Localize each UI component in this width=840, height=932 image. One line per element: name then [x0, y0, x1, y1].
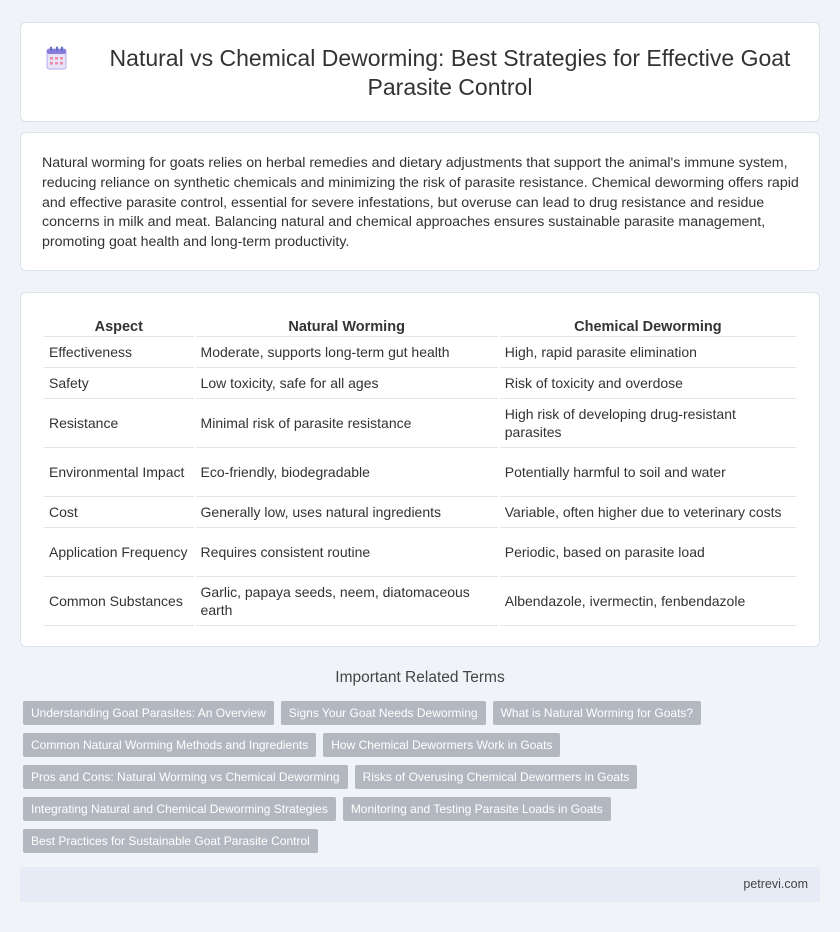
footer-bar — [20, 867, 820, 902]
footer-site-name[interactable]: petrevi.com — [743, 877, 808, 891]
related-terms-tags — [23, 701, 803, 861]
intro-paragraph: Natural worming for goats relies on herbal remedies and dietary adjustments that support the animal's immune system, reducing reliance on synthetic chemicals and minimizing the risk of parasite resistance. Chemical deworming offers rapid and effective parasite control, essential for severe infestations, but overuse can lead to drug resistance and residue concerns in milk and meat. Balancing natural and chemical approaches ensures sustainable parasite management, promoting goat health and long-term productivity. — [42, 155, 799, 251]
table-cell: High risk of developing drug-resistant parasites — [500, 399, 796, 448]
table-row — [44, 337, 796, 368]
document-icon — [44, 45, 70, 71]
table-row — [44, 497, 796, 528]
tag-understanding-goat-parasites[interactable]: Understanding Goat Parasites: An Overview — [23, 701, 274, 725]
table-cell: Low toxicity, safe for all ages — [196, 368, 498, 399]
table-cell: Generally low, uses natural ingredients — [196, 497, 498, 528]
table-cell: Resistance — [44, 399, 194, 448]
tag-monitoring-parasite-loads[interactable]: Monitoring and Testing Parasite Loads in Goats — [343, 797, 611, 821]
tag-how-chemical-dewormers-work[interactable]: How Chemical Dewormers Work in Goats — [323, 733, 560, 757]
table-cell: Moderate, supports long-term gut health — [196, 337, 498, 368]
table-cell: Eco-friendly, biodegradable — [196, 448, 498, 497]
tag-what-is-natural-worming[interactable]: What is Natural Worming for Goats? — [493, 701, 702, 725]
tag-signs-goat-needs-deworming[interactable]: Signs Your Goat Needs Deworming — [281, 701, 486, 725]
table-cell: Risk of toxicity and overdose — [500, 368, 796, 399]
comparison-table — [42, 314, 798, 626]
header-aspect: Aspect — [44, 314, 194, 337]
table-row — [44, 368, 796, 399]
table-row — [44, 577, 796, 626]
tag-best-practices[interactable]: Best Practices for Sustainable Goat Parasite Control — [23, 829, 318, 853]
table-cell: Potentially harmful to soil and water — [500, 448, 796, 497]
table-cell: Garlic, papaya seeds, neem, diatomaceous earth — [196, 577, 498, 626]
tag-common-natural-worming-methods[interactable]: Common Natural Worming Methods and Ingredients — [23, 733, 316, 757]
table-header-row — [44, 314, 796, 337]
related-terms-heading: Important Related Terms — [335, 669, 505, 686]
tag-row — [23, 829, 803, 853]
table-cell: Common Substances — [44, 577, 194, 626]
table-row — [44, 399, 796, 448]
table-cell: Cost — [44, 497, 194, 528]
tag-risks-of-overusing[interactable]: Risks of Overusing Chemical Dewormers in Goats — [355, 765, 638, 789]
table-cell: Periodic, based on parasite load — [500, 528, 796, 577]
page-title: Natural vs Chemical Deworming: Best Strategies for Effective Goat Parasite Control — [109, 45, 791, 100]
table-cell: Variable, often higher due to veterinary costs — [500, 497, 796, 528]
table-cell: Effectiveness — [44, 337, 194, 368]
header-natural-worming: Natural Worming — [196, 314, 498, 337]
table-cell: Albendazole, ivermectin, fenbendazole — [500, 577, 796, 626]
table-cell: High, rapid parasite elimination — [500, 337, 796, 368]
tag-row — [23, 701, 803, 725]
table-row — [44, 448, 796, 497]
tag-row — [23, 765, 803, 789]
table-cell: Application Frequency — [44, 528, 194, 577]
table-cell: Safety — [44, 368, 194, 399]
tag-pros-and-cons[interactable]: Pros and Cons: Natural Worming vs Chemical Deworming — [23, 765, 348, 789]
table-cell: Minimal risk of parasite resistance — [196, 399, 498, 448]
table-cell: Environmental Impact — [44, 448, 194, 497]
header-chemical-deworming: Chemical Deworming — [500, 314, 796, 337]
tag-integrating-strategies[interactable]: Integrating Natural and Chemical Deworming Strategies — [23, 797, 336, 821]
table-cell: Requires consistent routine — [196, 528, 498, 577]
table-row — [44, 528, 796, 577]
tag-row — [23, 797, 803, 821]
tag-row — [23, 733, 803, 757]
